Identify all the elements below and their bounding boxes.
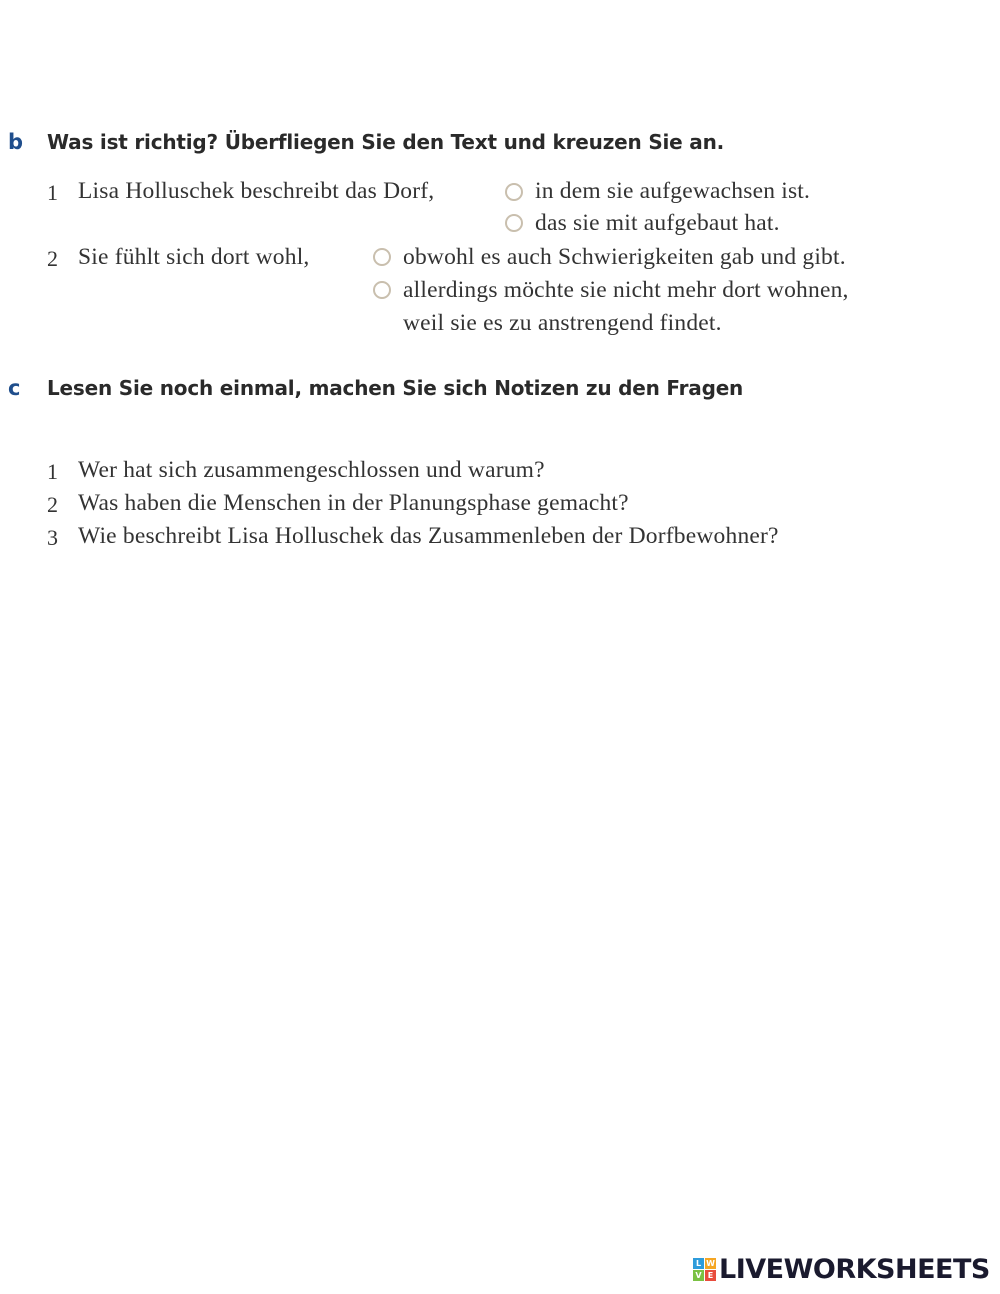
item-2-option-1-radio[interactable] [373, 248, 391, 266]
item-2-option-2-radio[interactable] [373, 281, 391, 299]
section-b-heading: Was ist richtig? Überfliegen Sie den Text und kreuzen Sie an. [47, 130, 725, 154]
logo-mark-icon [693, 1258, 716, 1281]
question-1-number: 1 [47, 459, 58, 484]
logo-text: LIVEWORKSHEETS [719, 1253, 990, 1285]
item-2-option-2-label-line-2: weil sie es zu anstrengend findet. [403, 310, 722, 336]
item-2-text: Sie fühlt sich dort wohl, [78, 244, 310, 270]
logo-cell: E [705, 1270, 716, 1281]
question-1-text: Wer hat sich zusammengeschlossen und warum? [78, 457, 545, 483]
logo-cell: L [693, 1258, 704, 1269]
item-1-option-1-radio[interactable] [505, 183, 523, 201]
item-1-number: 1 [47, 180, 58, 205]
question-2-text: Was haben die Menschen in der Planungsphase gemacht? [78, 490, 629, 516]
liveworksheets-logo [693, 1254, 990, 1284]
logo-cell: V [693, 1270, 704, 1281]
section-c-heading: Lesen Sie noch einmal, machen Sie sich Notizen zu den Fragen [47, 376, 744, 400]
section-b-letter: b [8, 130, 24, 154]
item-2-number: 2 [47, 246, 58, 271]
question-2-number: 2 [47, 492, 58, 517]
item-1-text: Lisa Holluschek beschreibt das Dorf, [78, 178, 435, 204]
question-3-text: Wie beschreibt Lisa Holluschek das Zusammenleben der Dorfbewohner? [78, 523, 779, 549]
question-3-number: 3 [47, 525, 58, 550]
section-c-letter: c [8, 376, 21, 400]
item-2-option-1-label: obwohl es auch Schwierigkeiten gab und gibt. [403, 244, 846, 270]
item-1-option-2-radio[interactable] [505, 214, 523, 232]
item-1-option-1-label: in dem sie aufgewachsen ist. [535, 178, 811, 204]
logo-cell: W [706, 1258, 715, 1268]
item-2-option-2-label-line-1: allerdings möchte sie nicht mehr dort wohnen, [403, 277, 849, 303]
item-1-option-2-label: das sie mit aufgebaut hat. [535, 210, 780, 236]
